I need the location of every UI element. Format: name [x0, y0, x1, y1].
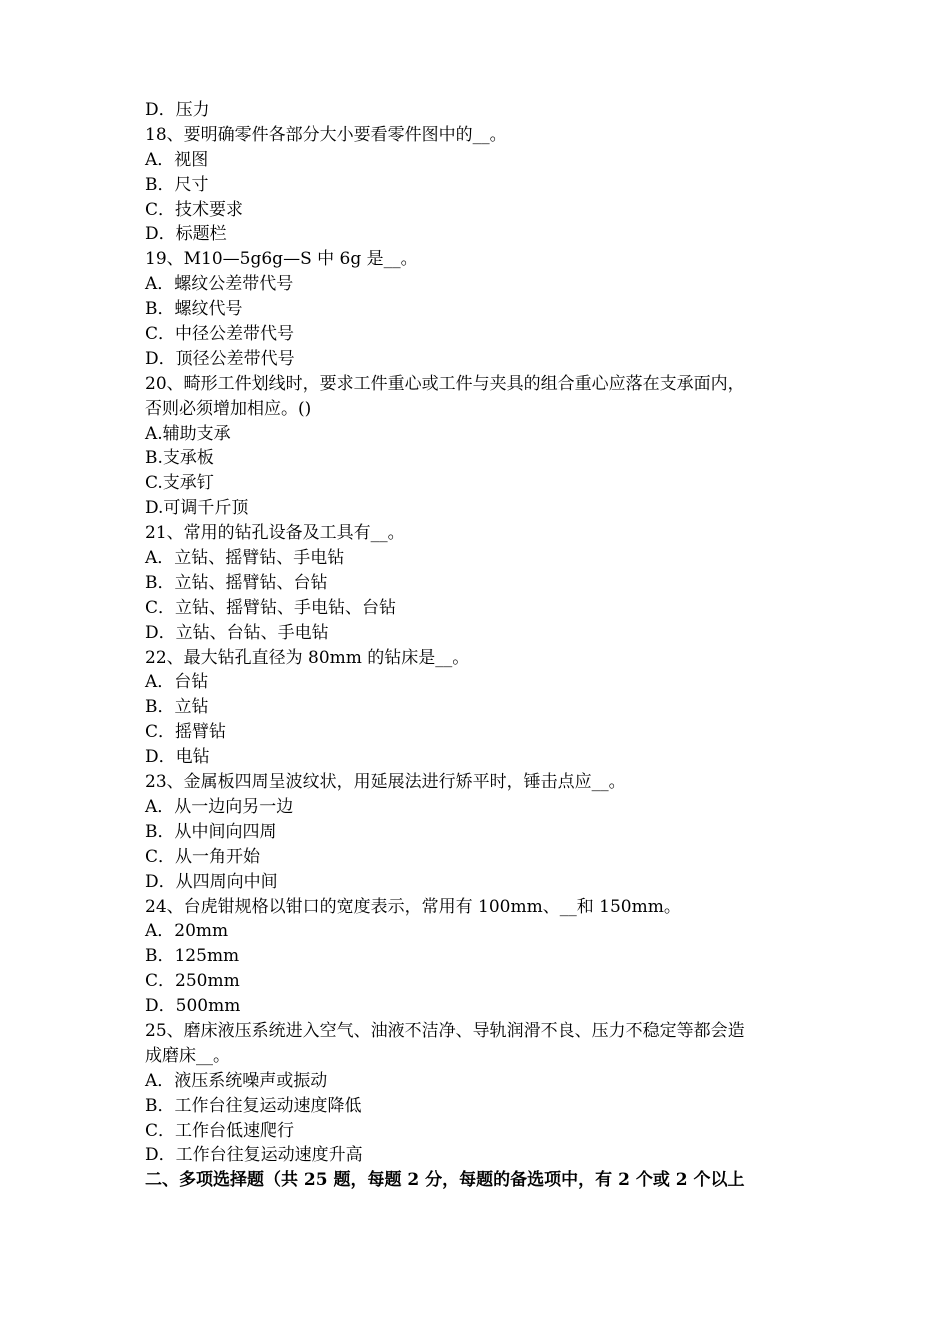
answer-option-line: A．从一边向另一边 [145, 796, 294, 817]
answer-option-line: A.辅助支承 [145, 423, 231, 444]
answer-option-line: D．压力 [145, 100, 210, 120]
answer-option-line: D．立钻、台钻、手电钻 [145, 622, 329, 643]
answer-option-line: D．顶径公差带代号 [145, 348, 295, 369]
answer-option-line: B．立钻 [145, 697, 209, 718]
question-text-line: 24、台虎钳规格以钳口的宽度表示，常用有 100mm、__和 150mm。 [145, 896, 681, 917]
answer-option-line: D.可调千斤顶 [145, 498, 249, 519]
answer-option-line: B．从中间向四周 [145, 821, 277, 842]
answer-option-line: D．标题栏 [145, 224, 227, 245]
answer-option-line: A．立钻、摇臂钻、手电钻 [145, 548, 345, 569]
answer-option-line: B．立钻、摇臂钻、台钻 [145, 572, 328, 593]
answer-option-line: B．125mm [145, 946, 240, 967]
question-text-line: 19、M10—5g6g—S 中 6g 是__。 [145, 249, 418, 270]
question-text-line: 22、最大钻孔直径为 80mm 的钻床是__。 [145, 647, 470, 668]
document-page [145, 98, 825, 1193]
answer-option-line: B．螺纹代号 [145, 299, 243, 320]
answer-option-line: A．螺纹公差带代号 [145, 274, 294, 295]
answer-option-line: B．工作台往复运动速度降低 [145, 1095, 362, 1116]
question-text-line: 20、畸形工件划线时，要求工件重心或工件与夹具的组合重心应落在支承面内， [145, 373, 745, 394]
question-text-line: 23、金属板四周呈波纹状，用延展法进行矫平时，锤击点应__。 [145, 772, 626, 793]
answer-option-line: B.支承板 [145, 448, 214, 469]
answer-option-line: D．工作台往复运动速度升高 [145, 1145, 363, 1166]
answer-option-line: C．从一角开始 [145, 846, 261, 867]
answer-option-line: C.支承钉 [145, 473, 214, 494]
answer-option-line: A．液压系统噪声或振动 [145, 1070, 328, 1091]
answer-option-line: D．从四周向中间 [145, 871, 278, 892]
answer-option-line: C．立钻、摇臂钻、手电钻、台钻 [145, 597, 397, 618]
question-text-line: 18、要明确零件各部分大小要看零件图中的__。 [145, 124, 507, 145]
answer-option-line: A．20mm [145, 921, 229, 942]
answer-option-line: C．技术要求 [145, 199, 244, 220]
answer-option-line: A．台钻 [145, 672, 209, 693]
answer-option-line: D．电钻 [145, 747, 210, 768]
question-text-line: 否则必须增加相应。() [145, 398, 312, 419]
question-text-line: 成磨床__。 [145, 1045, 230, 1066]
answer-option-line: C．工作台低速爬行 [145, 1120, 295, 1141]
answer-option-line: B．尺寸 [145, 174, 209, 195]
answer-option-line: C．中径公差带代号 [145, 324, 295, 345]
question-text-line: 25、磨床液压系统进入空气、油液不洁净、导轨润滑不良、压力不稳定等都会造 [145, 1020, 745, 1041]
answer-option-line: A．视图 [145, 149, 209, 170]
answer-option-line: C．摇臂钻 [145, 722, 227, 743]
answer-option-line: C．250mm [145, 971, 240, 992]
section-heading: 二、多项选择题（共 25 题，每题 2 分，每题的备选项中，有 2 个或 2 个以上 [145, 1170, 745, 1191]
question-text-line: 21、常用的钻孔设备及工具有__。 [145, 523, 405, 544]
answer-option-line: D．500mm [145, 996, 241, 1017]
